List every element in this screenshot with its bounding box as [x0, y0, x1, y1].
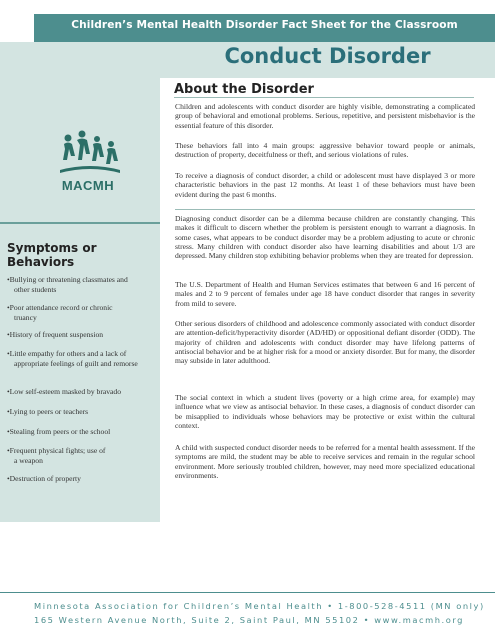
symptom-item: •Poor attendance record or chronic truancy — [7, 303, 113, 322]
series-banner — [34, 14, 495, 42]
about-paragraph-4: Diagnosing conduct disorder can be a dilemma because children are constantly changing. This makes it difficult to discern whether the problem is persistent enough to warrant a diagnosis. In some cases, what appears to be conduct disorder may be a problem adjusting to acute or chronic stress. Many children with conduct disorder also have learning disabilities and about 1/3 are depressed. Many children stop exhibiting behavior problems when they are treated for depression. — [175, 214, 475, 261]
symptom-item: •Frequent physical fights; use of a weapon — [7, 446, 106, 465]
about-heading-rule — [174, 97, 474, 98]
symptom-item: •Low self-esteem masked by bravado — [7, 387, 121, 396]
footer-rule — [0, 592, 495, 593]
symptom-item: •History of frequent suspension — [7, 330, 104, 339]
about-paragraph-5: The U.S. Department of Health and Human Services estimates that between 6 and 16 percent of males and 2 to 9 percent of females under age 18 have conduct disorder that ranges in severity from mild to severe. — [175, 280, 475, 308]
symptom-item: •Stealing from peers or the school — [7, 427, 111, 436]
about-heading: About the Disorder — [174, 82, 314, 97]
about-paragraph-8: A child with suspected conduct disorder needs to be referred for a mental health assessment. If the symptoms are mild, the student may be able to receive services and remain in the regular school environment. More seriously troubled children, however, may need more specialized educational environments. — [175, 443, 475, 480]
series-title: Children’s Mental Health Disorder Fact Sheet for the Classroom — [71, 19, 458, 31]
sidebar-divider — [0, 222, 160, 224]
about-paragraph-3: To receive a diagnosis of conduct disorder, a child or adolescent must have displayed 3 or more characteristic behaviors in the past 12 months. At least 1 of these behaviors must have been evident during the past 6 months. — [175, 171, 475, 199]
symptom-item: •Little empathy for others and a lack of appropriate feelings of guilt and remorse — [7, 349, 138, 368]
macmh-logo-figures-icon — [60, 130, 120, 178]
logo-text: MACMH — [61, 178, 115, 193]
page-title: Conduct Disorder — [224, 44, 431, 68]
about-paragraph-2: These behaviors fall into 4 main groups: aggressive behavior toward people or animals, destruction of property, deceitfulness or theft, and serious violations of rules. — [175, 141, 475, 160]
symptom-item: •Lying to peers or teachers — [7, 407, 89, 416]
footer-contact-line: Minnesota Association for Children’s Mental Health • 1-800-528-4511 (MN only) — [34, 601, 485, 611]
page-top-margin — [0, 0, 495, 10]
about-paragraph-7: The social context in which a student lives (poverty or a high crime area, for example) may influence what we view as antisocial behavior. In these cases, a diagnosis of conduct disorder can be misapplied to individuals whose behaviors may be protective or exist within the cultural context. — [175, 393, 475, 430]
about-paragraph-1: Children and adolescents with conduct disorder are highly visible, demonstrating a complicated group of behavioral and emotional problems. Serious, repetitive, and persistent misbehavior is the essential feature of this disorder. — [175, 102, 475, 130]
symptom-item: •Bullying or threatening classmates and other students — [7, 275, 128, 294]
about-paragraph-6: Other serious disorders of childhood and adolescence commonly associated with conduct disorder are attention-deficit/hyperactivity disorder (AD/HD) or oppositional defiant disorder (ODD). The majority of children and adolescents with conduct disorder may have lifelong patterns of antisocial behavior and be at higher risk for a mood or anxiety disorder. But for many, the disorder may subside in later adulthood. — [175, 319, 475, 366]
symptoms-heading: Symptoms or Behaviors — [7, 241, 97, 269]
symptom-item: •Destruction of property — [7, 474, 81, 483]
footer-address-line: 165 Western Avenue North, Suite 2, Saint Paul, MN 55102 • www.macmh.org — [34, 615, 464, 625]
